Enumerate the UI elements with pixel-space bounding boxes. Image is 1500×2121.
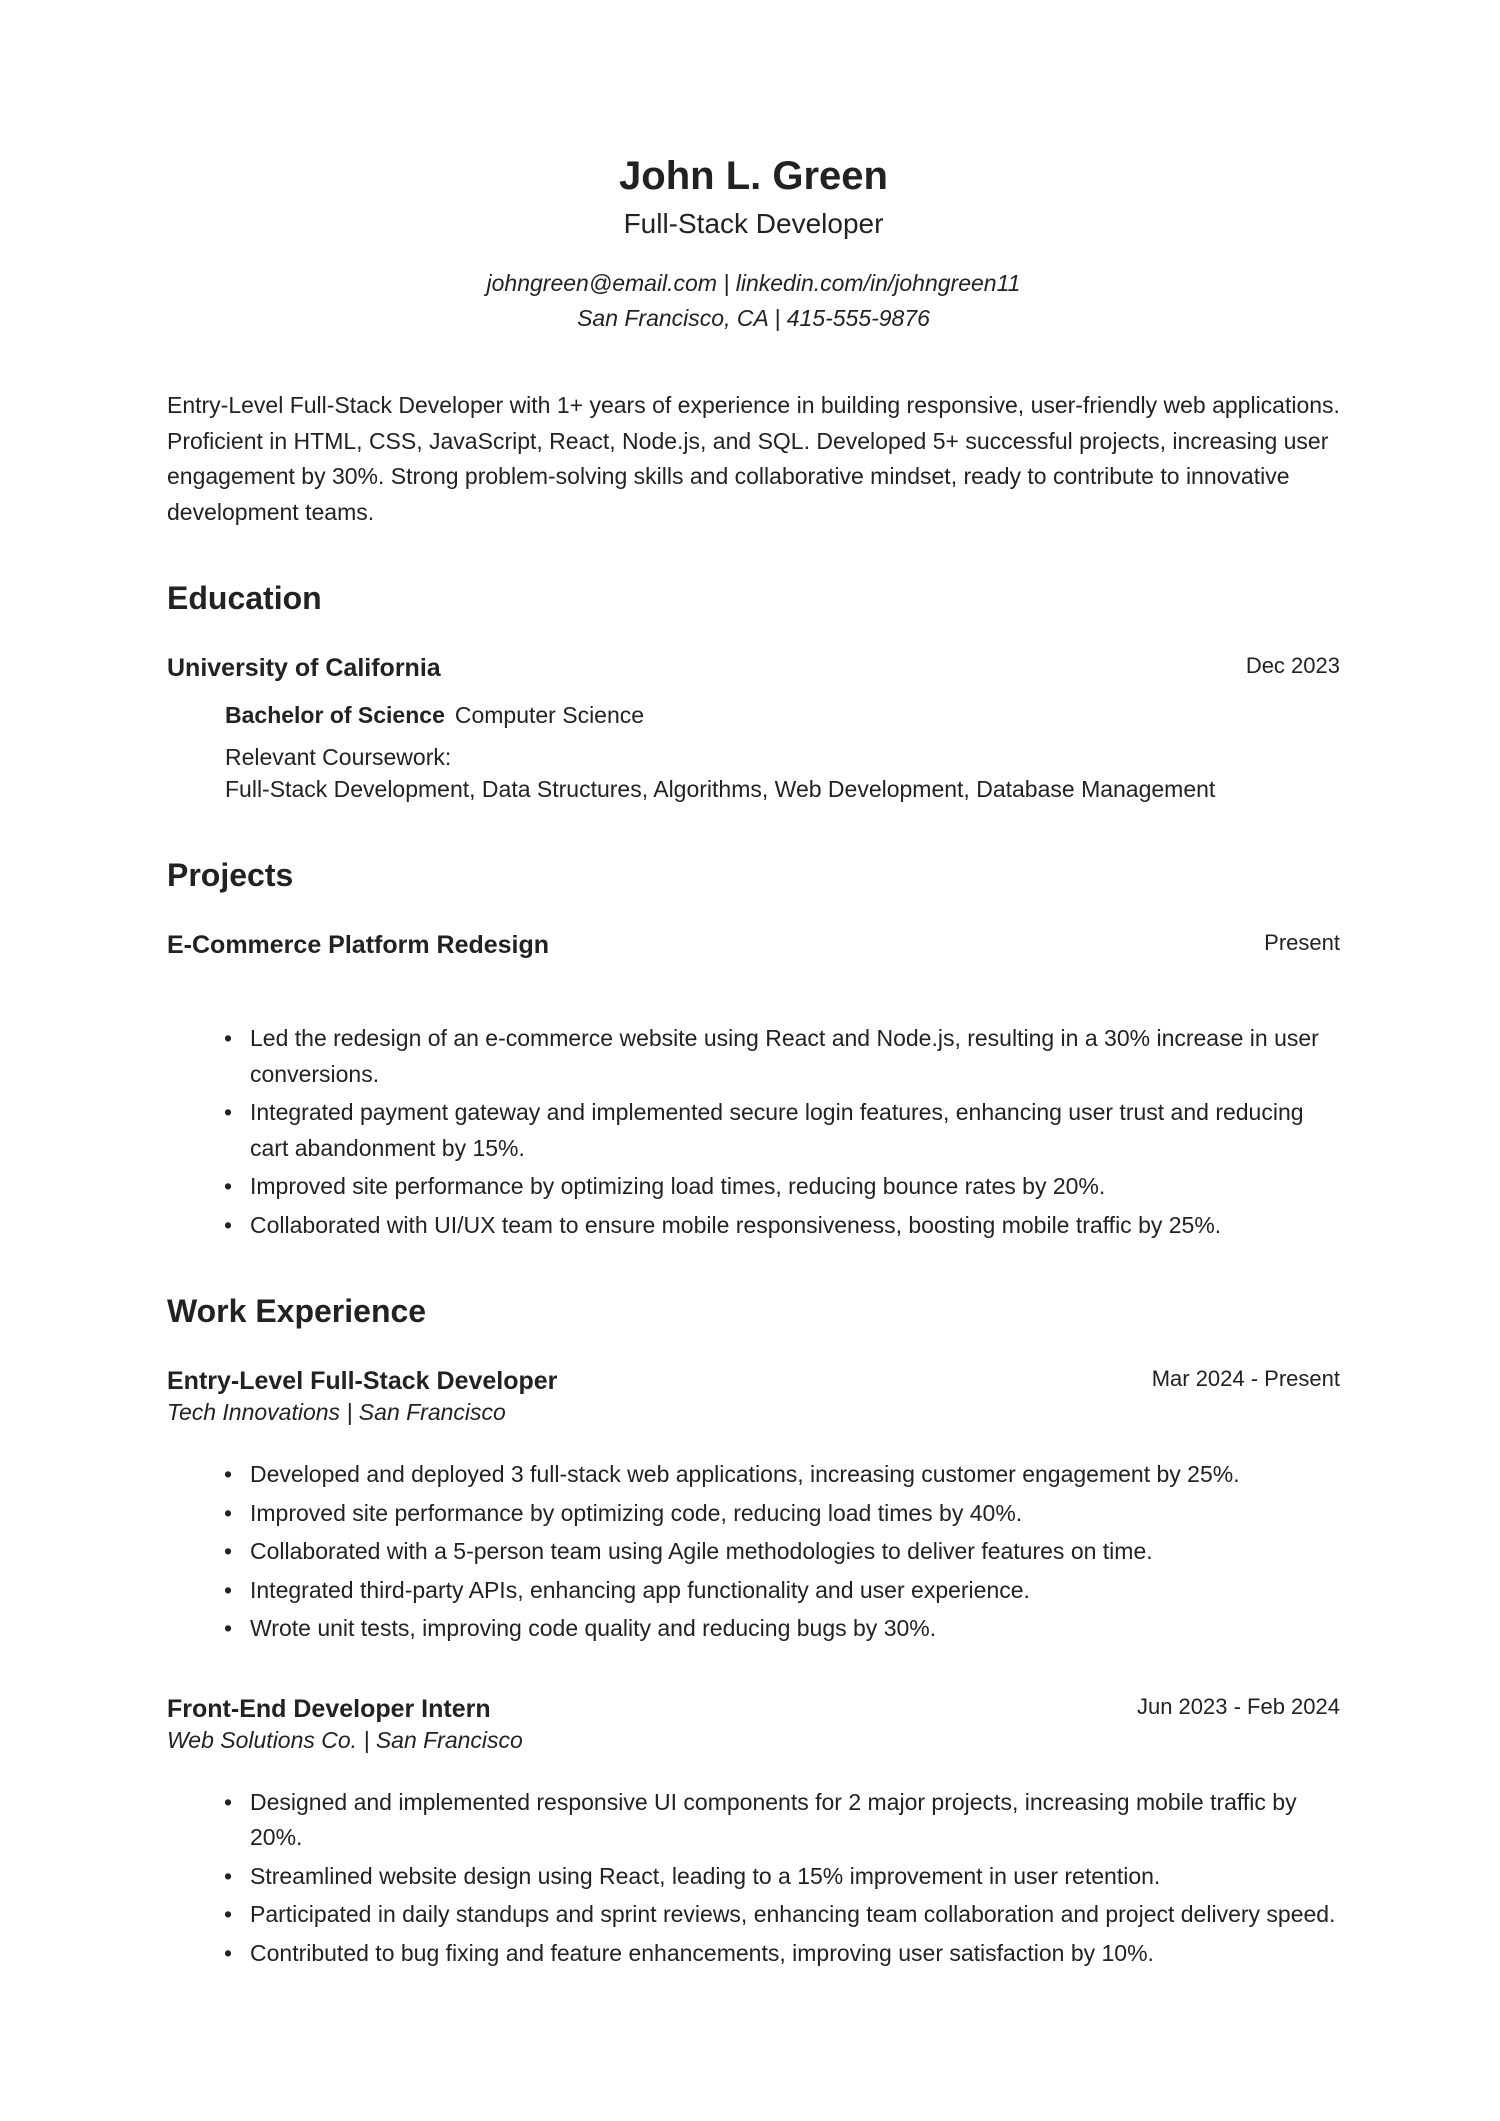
school-name: University of California bbox=[167, 654, 441, 682]
job-bullet: • Improved site performance by optimizing code, reducing load times by 40%. bbox=[167, 1496, 1340, 1532]
degree-field: Computer Science bbox=[454, 702, 645, 728]
job-bullet-list bbox=[167, 1457, 1340, 1647]
job-bullet: • Developed and deployed 3 full-stack web applications, increasing customer engagement by 25%. bbox=[167, 1457, 1340, 1493]
work-experience-section bbox=[167, 1291, 1340, 1971]
job-bullet-list bbox=[167, 1785, 1340, 1972]
job-entry-row bbox=[167, 1693, 1340, 1725]
job-bullet: • Collaborated with a 5-person team using Agile methodologies to deliver features on time. bbox=[167, 1534, 1340, 1570]
degree-name: Bachelor of Science bbox=[225, 702, 445, 728]
job-bullet: • Designed and implemented responsive UI components for 2 major projects, increasing mobile traffic by 20%. bbox=[167, 1785, 1340, 1856]
job-bullet: • Streamlined website design using React, leading to a 15% improvement in user retention. bbox=[167, 1859, 1340, 1895]
job-company: Tech Innovations | San Francisco bbox=[167, 1399, 506, 1425]
education-heading: Education bbox=[167, 580, 322, 616]
job-entry bbox=[167, 1693, 1340, 1972]
contact-block bbox=[167, 266, 1340, 336]
project-bullet: • Collaborated with UI/UX team to ensure mobile responsiveness, boosting mobile traffic by 25%. bbox=[167, 1208, 1340, 1244]
project-bullet: • Improved site performance by optimizing load times, reducing bounce rates by 20%. bbox=[167, 1169, 1340, 1205]
job-bullet: • Wrote unit tests, improving code quality and reducing bugs by 30%. bbox=[167, 1611, 1340, 1647]
contact-email-linkedin: johngreen@email.com | linkedin.com/in/johngreen11 bbox=[486, 270, 1021, 296]
job-date: Mar 2024 - Present bbox=[1151, 1366, 1340, 1391]
education-entry-row bbox=[167, 652, 1340, 684]
project-title: E-Commerce Platform Redesign bbox=[167, 931, 550, 959]
education-entry bbox=[167, 652, 1340, 807]
job-company: Web Solutions Co. | San Francisco bbox=[167, 1726, 523, 1753]
job-bullet: • Contributed to bug fixing and feature enhancements, improving user satisfaction by 10%. bbox=[167, 1936, 1340, 1972]
contact-location-phone: San Francisco, CA | 415-555-9876 bbox=[577, 305, 930, 331]
job-entry-row bbox=[167, 1365, 1340, 1397]
job-bullet: • Integrated third-party APIs, enhancing app functionality and user experience. bbox=[167, 1573, 1340, 1609]
project-bullet-list bbox=[167, 1021, 1340, 1243]
degree-line bbox=[225, 700, 1340, 730]
education-date: Dec 2023 bbox=[1245, 653, 1340, 678]
projects-section bbox=[167, 855, 1340, 1243]
resume-header bbox=[167, 152, 1340, 336]
projects-heading: Projects bbox=[167, 857, 294, 893]
job-bullet: • Participated in daily standups and sprint reviews, enhancing team collaboration and project delivery speed. bbox=[167, 1897, 1340, 1933]
candidate-title: Full-Stack Developer bbox=[623, 208, 884, 239]
coursework-list: Full-Stack Development, Data Structures, Algorithms, Web Development, Database Management bbox=[225, 776, 1216, 802]
coursework-label: Relevant Coursework: bbox=[225, 744, 452, 770]
job-entry bbox=[167, 1365, 1340, 1647]
summary-paragraph: Entry-Level Full-Stack Developer with 1+ years of experience in building responsive, user-friendly web applications. Proficient in HTML, CSS, JavaScript, React, Node.js, and SQL. Developed 5+ successful projects, increasing user engagement by 30%. Strong problem-solving skills and collaborative mindset, ready to contribute to innovative development teams. bbox=[167, 392, 1340, 525]
project-entry bbox=[167, 929, 1340, 1243]
job-title: Entry-Level Full-Stack Developer bbox=[167, 1367, 558, 1395]
project-date: Present bbox=[1264, 930, 1340, 955]
job-title: Front-End Developer Intern bbox=[167, 1694, 491, 1723]
project-entry-row bbox=[167, 929, 1340, 961]
candidate-name: John L. Green bbox=[619, 154, 888, 198]
project-bullet: • Integrated payment gateway and implemented secure login features, enhancing user trust and reducing cart abandonment by 15%. bbox=[167, 1095, 1340, 1166]
job-date: Jun 2023 - Feb 2024 bbox=[1136, 1693, 1340, 1719]
work-experience-heading: Work Experience bbox=[167, 1293, 427, 1329]
education-section bbox=[167, 578, 1340, 807]
project-bullet: • Led the redesign of an e-commerce website using React and Node.js, resulting in a 30% increase in user conversions. bbox=[167, 1021, 1340, 1092]
